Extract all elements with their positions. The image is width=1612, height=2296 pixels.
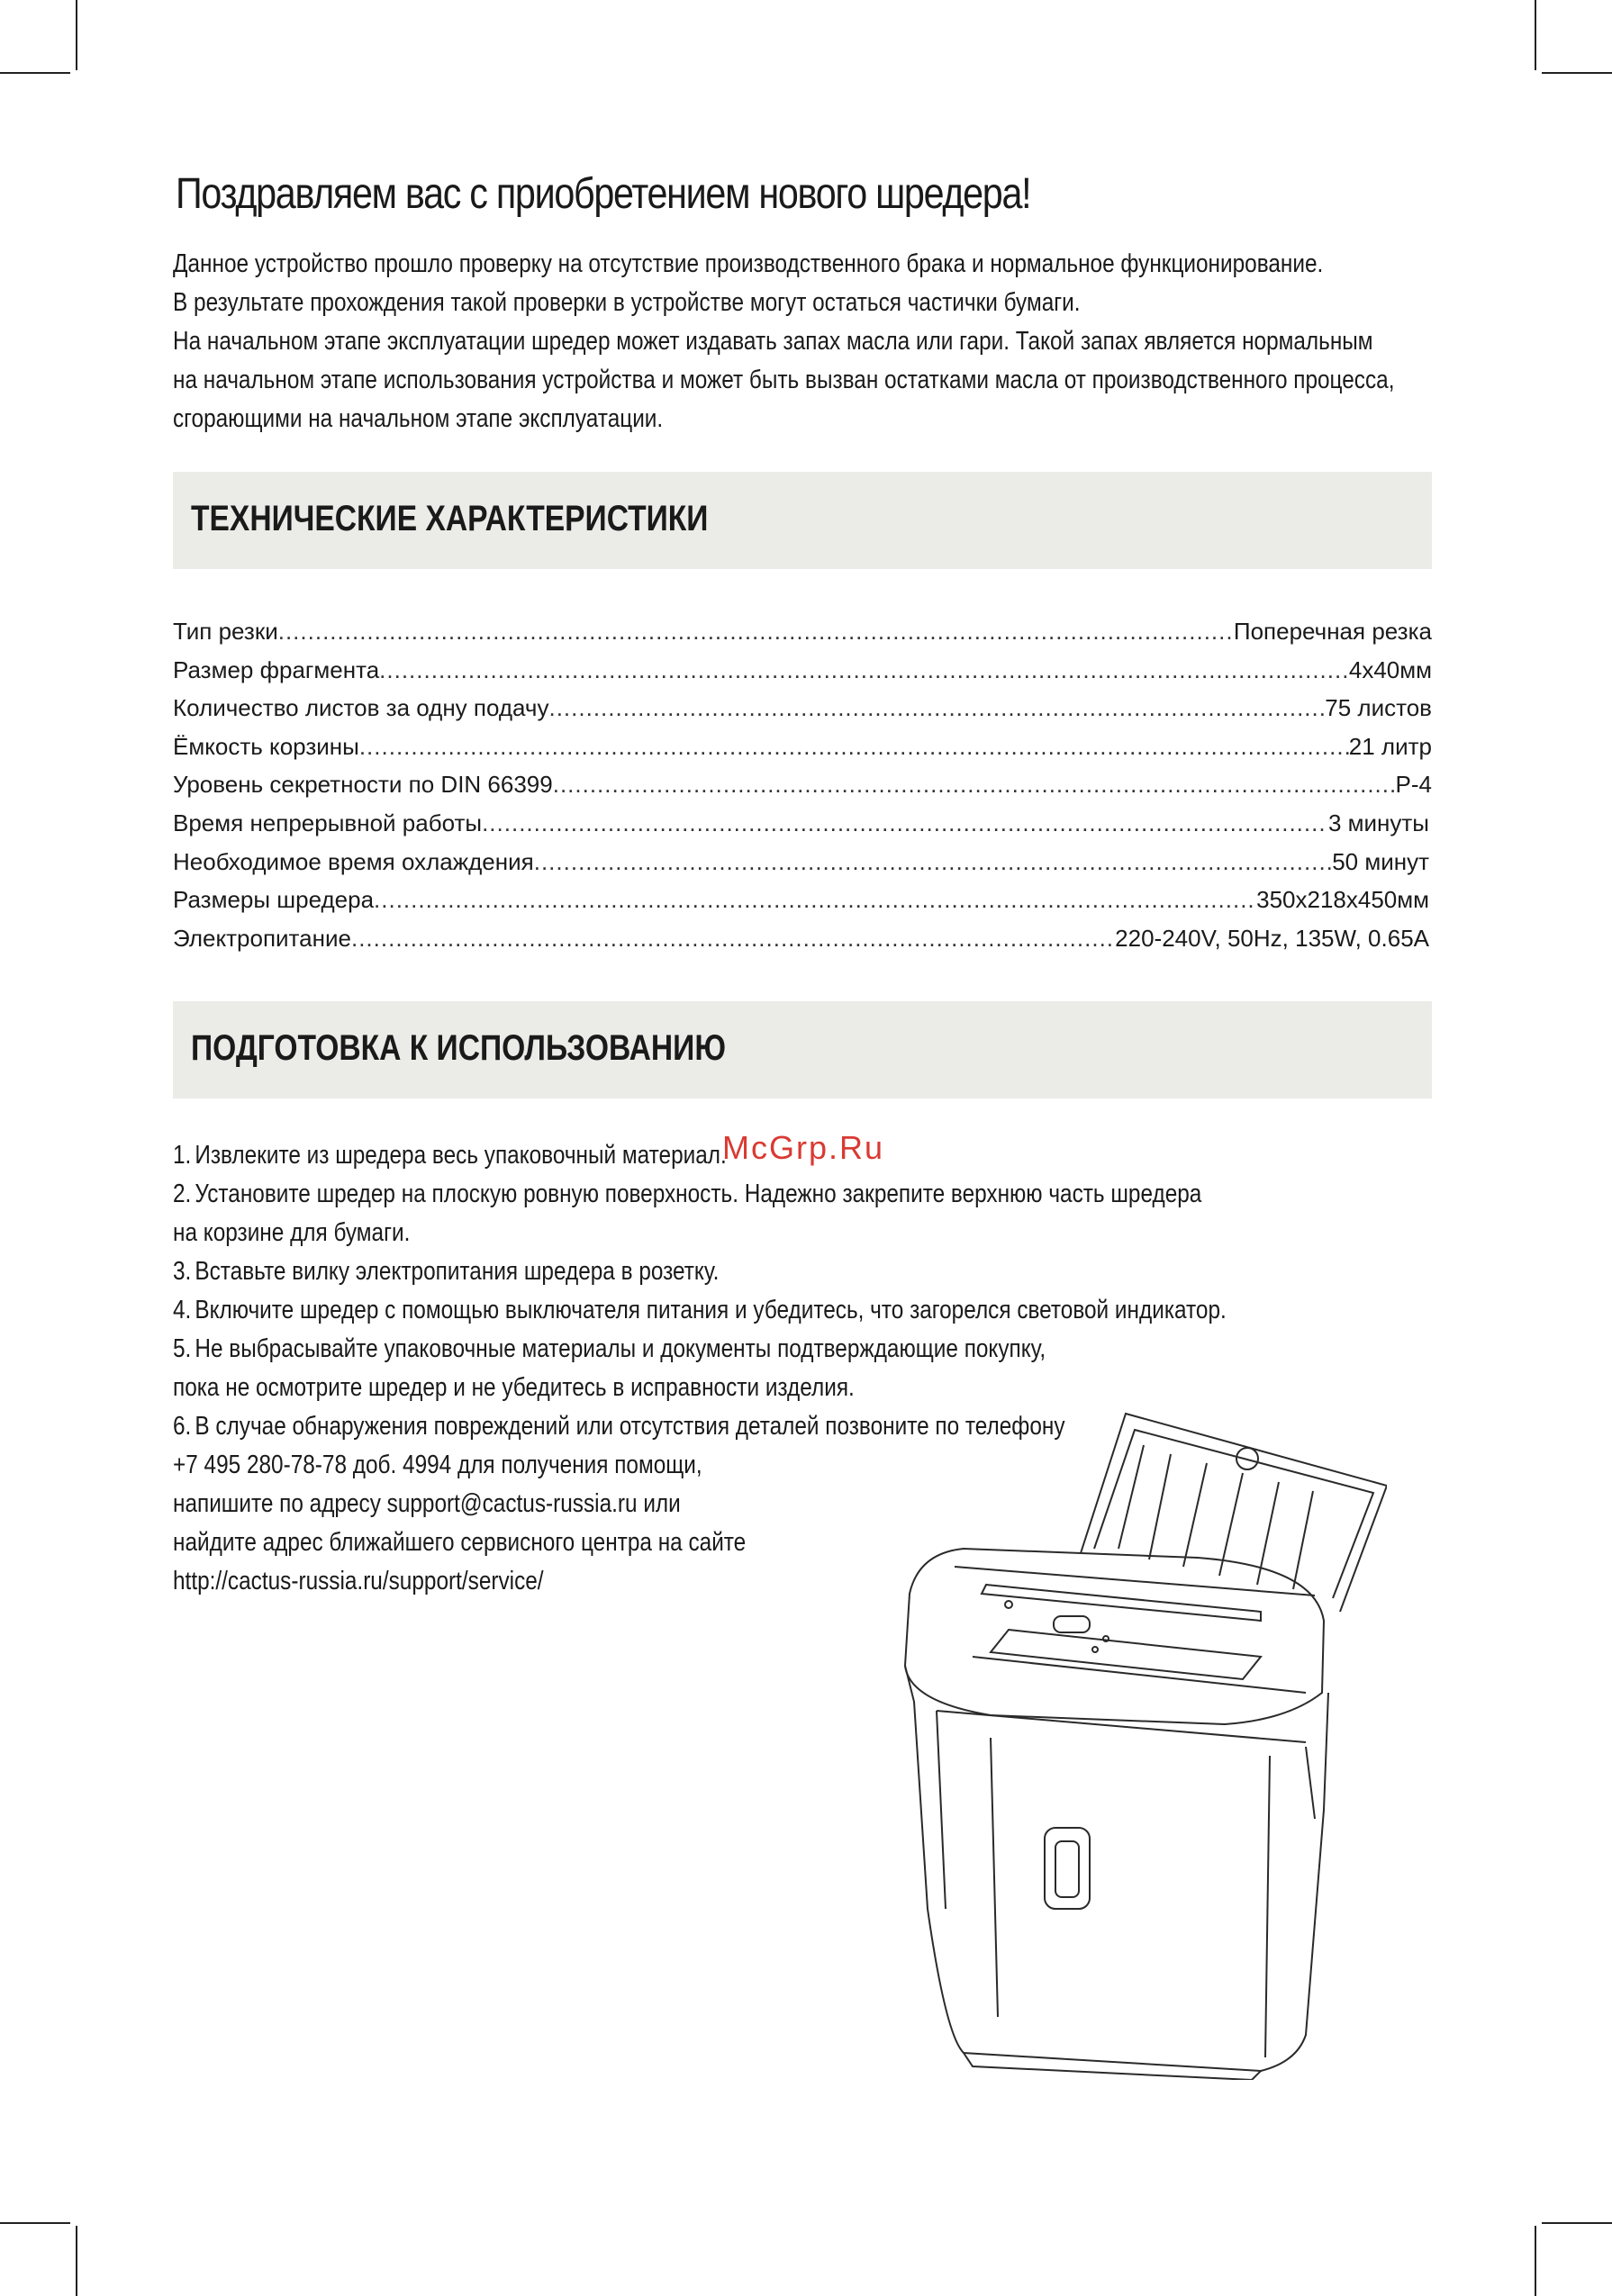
support-email: напишите по адресу support@cactus-russia.ru или: [173, 1489, 681, 1518]
crop-mark: [1542, 72, 1612, 74]
list-item-continuation: пока не осмотрите шредер и не убедитесь в исправности изделия.: [173, 1373, 855, 1402]
list-item: 4. Включите шредер с помощью выключателя питания и убедитесь, что загорелся световой индикатор.: [173, 1296, 1227, 1324]
list-item-continuation: найдите адрес ближайшего сервисного центра на сайте: [173, 1528, 747, 1557]
page-title: Поздравляем вас с приобретением нового шредера!: [176, 170, 1031, 218]
phone-number: +7 495 280-78-78 доб. 4994 для получения помощи,: [173, 1451, 702, 1479]
shredder-illustration: [883, 1405, 1387, 2080]
crop-mark: [1535, 2226, 1536, 2296]
spec-value: 75 листов: [1325, 694, 1432, 722]
list-item: 5. Не выбрасывайте упаковочные материалы и документы подтверждающие покупку,: [173, 1334, 1046, 1363]
spec-label: Уровень секретности по DIN 66399: [173, 771, 553, 799]
spec-value: Поперечная резка: [1233, 618, 1432, 645]
spec-value: P-4: [1395, 771, 1432, 799]
spec-row: [173, 919, 1429, 958]
intro-line: Данное устройство прошло проверку на отсутствие производственного брака и нормальное функционирование.: [173, 249, 1324, 278]
intro-line: В результате прохождения такой проверки в устройстве могут остаться частички бумаги.: [173, 288, 1081, 317]
spec-value: 350x218x450мм: [1256, 886, 1429, 914]
spec-value: 220-240V, 50Hz, 135W, 0.65A: [1115, 924, 1429, 952]
spec-row: [173, 843, 1429, 881]
spec-row: [173, 804, 1429, 843]
spec-row: [173, 651, 1432, 690]
spec-value: 4x40мм: [1348, 655, 1432, 683]
list-item: 1. Извлеките из шредера весь упаковочный материал.: [173, 1141, 727, 1170]
prep-heading: ПОДГОТОВКА К ИСПОЛЬЗОВАНИЮ: [191, 1028, 726, 1068]
crop-mark: [1535, 0, 1536, 70]
spec-value: 3 минуты: [1327, 809, 1429, 836]
spec-value: 21 литр: [1348, 732, 1432, 760]
support-url: http://cactus-russia.ru/support/service/: [173, 1567, 544, 1595]
spec-row: [173, 689, 1432, 728]
spec-label: Электропитание: [173, 924, 351, 952]
spec-label: Ёмкость корзины: [173, 732, 359, 760]
intro-line: сгорающими на начальном этапе эксплуатации.: [173, 404, 664, 433]
list-item: 6. В случае обнаружения повреждений или отсутствия деталей позвоните по телефону: [173, 1412, 1065, 1441]
prep-section-header: [173, 1001, 1432, 1098]
specs-heading: ТЕХНИЧЕСКИЕ ХАРАКТЕРИСТИКИ: [191, 499, 709, 538]
list-item: 3. Вставьте вилку электропитания шредера в розетку.: [173, 1257, 720, 1286]
spec-row: [173, 728, 1432, 766]
watermark: McGrp.Ru: [722, 1129, 885, 1166]
intro-paragraph: [173, 245, 1612, 438]
spec-label: Количество листов за одну подачу: [173, 694, 549, 722]
specs-section-header: [173, 472, 1432, 569]
spec-label: Размер фрагмента: [173, 655, 380, 683]
specs-list: [173, 612, 1432, 957]
intro-line: На начальном этапе эксплуатации шредер может издавать запах масла или гари. Такой запах является нормальным: [173, 327, 1373, 356]
crop-mark: [76, 0, 77, 70]
spec-row: [173, 881, 1429, 919]
spec-label: Тип резки: [173, 618, 278, 645]
intro-line: на начальном этапе использования устройства и может быть вызван остатками масла от производственного процесса,: [173, 366, 1395, 394]
list-item-continuation: на корзине для бумаги.: [173, 1218, 411, 1247]
crop-mark: [76, 2226, 77, 2296]
crop-mark: [1542, 2222, 1612, 2224]
spec-label: Необходимое время охлаждения: [173, 847, 534, 875]
spec-label: Время непрерывной работы: [173, 809, 483, 836]
spec-value: 50 минут: [1332, 847, 1429, 875]
crop-mark: [0, 2222, 70, 2224]
spec-label: Размеры шредера: [173, 886, 375, 914]
crop-mark: [0, 72, 70, 74]
spec-row: [173, 765, 1432, 804]
spec-row: [173, 612, 1432, 651]
list-item: 2. Установите шредер на плоскую ровную поверхность. Надежно закрепите верхнюю часть шредера: [173, 1180, 1202, 1208]
